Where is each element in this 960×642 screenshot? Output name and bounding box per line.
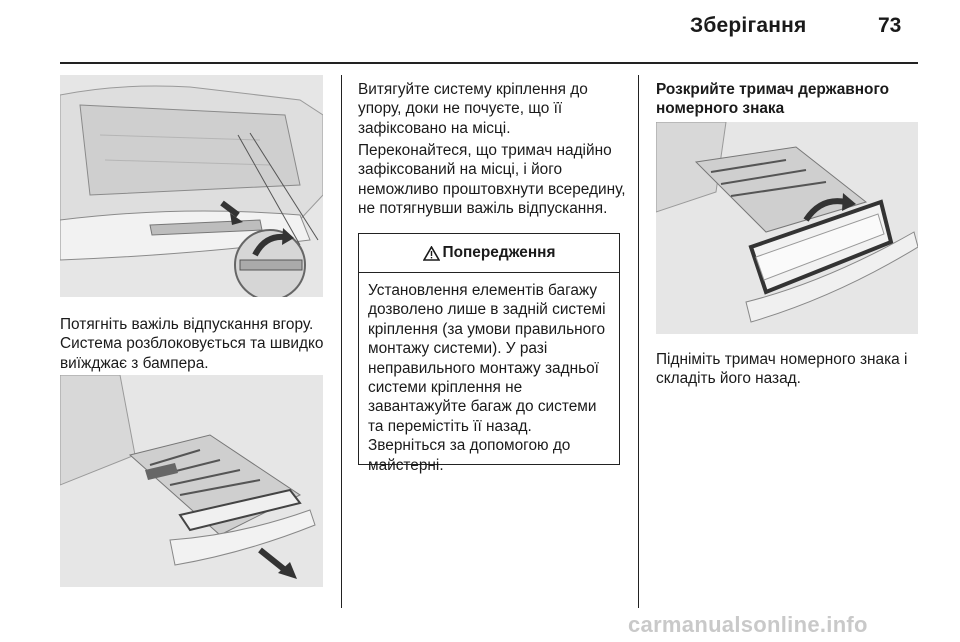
drawer-illustration	[60, 375, 323, 587]
page-number: 73	[878, 14, 902, 37]
license-plate-holder-illustration	[656, 122, 918, 334]
header-rule	[60, 62, 918, 64]
col3-paragraph-1: Підніміть тримач номерного знака і складіть його назад.	[656, 351, 908, 388]
watermark: carmanualsonline.info	[628, 612, 868, 637]
col2-paragraph-2: Переконайтеся, що тримач надійно зафіксований на місці, і його неможливо проштовхнути всередину, не потягнувши важіль відпускання.	[358, 142, 626, 218]
col2-paragraph-1: Витягуйте систему кріплення до упору, доки не почуєте, що її зафіксовано на місці.	[358, 81, 588, 137]
col3-heading: Розкрийте тримач державного номерного знака	[656, 81, 890, 118]
warning-triangle-icon	[423, 246, 440, 261]
page-title: Зберігання	[690, 14, 807, 37]
column-divider	[341, 75, 342, 608]
warning-box	[358, 233, 620, 474]
warning-heading	[359, 234, 619, 273]
column-divider	[638, 75, 639, 608]
warning-text: Установлення елементів багажу дозволено лише в задній системі кріплення (за умови правильного монтажу системи). У разі неправильного монтажу задньої системи кріплення не завантажуйте багаж до системи та перемістіть її назад. Зверніться за допомогою до майстерні.	[368, 282, 606, 474]
warning-title: Попередження	[442, 244, 556, 261]
col1-paragraph-1: Потягніть важіль відпускання вгору. Система розблоковується та швидко виїжджає з бампера.	[60, 316, 324, 372]
tailgate-bumper-illustration	[60, 75, 323, 297]
